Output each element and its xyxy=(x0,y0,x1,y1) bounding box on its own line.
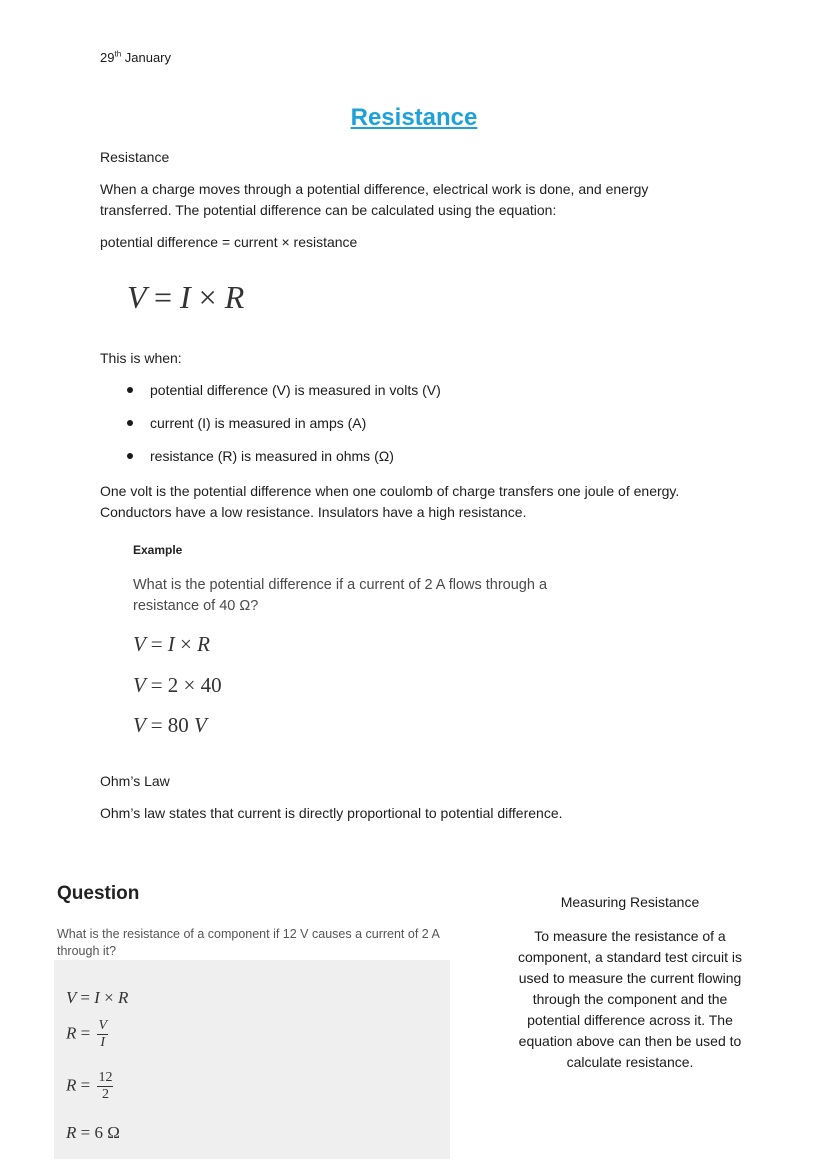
question-text: What is the resistance of a component if 12 V causes a current of 2 A through it? xyxy=(57,927,440,958)
step-lhs: V xyxy=(133,632,146,656)
fraction-numerator: V xyxy=(98,1018,108,1033)
fraction-denominator: 2 xyxy=(101,1087,109,1102)
step-lhs: V xyxy=(133,713,146,737)
question-working-box xyxy=(54,960,450,1159)
fraction xyxy=(97,1018,108,1051)
eq-r: R xyxy=(224,279,245,315)
step-lhs: V xyxy=(133,673,146,697)
page-title: Resistance xyxy=(350,104,478,131)
ohms-law-text: Ohm’s law states that current is directly proportional to potential difference. xyxy=(100,805,563,821)
step-equals: = xyxy=(80,1123,91,1142)
eq-equals: = xyxy=(153,279,173,315)
list-item: resistance (R) is measured in ohms (Ω) xyxy=(120,446,441,479)
step-times: × xyxy=(180,632,192,656)
ohms-law-heading: Ohm’s Law xyxy=(100,773,170,789)
date-month: January xyxy=(124,50,172,65)
example-label: Example xyxy=(133,543,183,557)
eq-i: I xyxy=(180,279,191,315)
fraction xyxy=(97,1070,113,1103)
measuring-text: To measure the resistance of a component, a standard test circuit is used to measure the current flowing through the component and the potential difference across it. The equation above can then be used to calculate resistance. xyxy=(517,928,743,1070)
step-term: I xyxy=(94,988,100,1007)
example-step-1 xyxy=(133,632,210,657)
step-unit: V xyxy=(194,713,207,737)
step-equals: = xyxy=(80,1075,91,1095)
step-equals: = xyxy=(80,988,90,1007)
eq-times: × xyxy=(198,279,217,315)
step-term: 6 xyxy=(94,1123,103,1142)
step-unit: Ω xyxy=(107,1123,120,1142)
example-step-3 xyxy=(133,713,207,738)
eq-v: V xyxy=(127,279,146,315)
step-term: 40 xyxy=(200,673,222,697)
step-equals: = xyxy=(150,632,163,656)
step-times: × xyxy=(104,988,114,1007)
step-times: × xyxy=(183,673,196,697)
step-equals: = xyxy=(80,1023,91,1043)
step-equals: = xyxy=(150,673,163,697)
list-item: current (I) is measured in amps (A) xyxy=(120,413,441,446)
step-lhs: V xyxy=(66,988,77,1007)
units-list xyxy=(120,380,441,479)
intro-paragraph: When a charge moves through a potential difference, electrical work is done, and energy transferred. The potential difference can be calculated using the equation: xyxy=(100,181,649,218)
step-term: R xyxy=(197,632,210,656)
date-day: 29 xyxy=(100,50,115,65)
step-lhs: R xyxy=(66,1123,77,1142)
list-item: potential difference (V) is measured in volts (V) xyxy=(120,380,441,413)
measuring-title: Measuring Resistance xyxy=(560,894,700,910)
example-step-2 xyxy=(133,673,222,698)
main-equation xyxy=(127,279,244,316)
step-term: I xyxy=(167,632,175,656)
word-equation: potential difference = current × resistance xyxy=(100,234,358,250)
step-equals: = xyxy=(150,713,163,737)
fraction-denominator: I xyxy=(100,1035,106,1050)
question-step-2 xyxy=(66,1018,108,1051)
date xyxy=(100,50,171,65)
step-term: 80 xyxy=(167,713,189,737)
question-heading: Question xyxy=(57,883,140,904)
date-suffix: th xyxy=(114,49,122,59)
section-heading: Resistance xyxy=(100,149,170,165)
volt-paragraph: One volt is the potential difference when one coulomb of charge transfers one joule of energy. Conductors have a low resistance. Insulators have a high resistance. xyxy=(100,483,680,520)
this-is-when: This is when: xyxy=(100,350,182,366)
example-question: What is the potential difference if a current of 2 A flows through a resistance of 40 Ω? xyxy=(133,577,548,614)
question-step-1 xyxy=(66,988,128,1008)
question-step-4 xyxy=(66,1123,120,1143)
step-lhs: R xyxy=(66,1075,77,1095)
fraction-numerator: 12 xyxy=(98,1070,113,1085)
question-step-3 xyxy=(66,1070,113,1103)
step-lhs: R xyxy=(66,1023,77,1043)
step-term: 2 xyxy=(167,673,179,697)
step-term: R xyxy=(117,988,129,1007)
